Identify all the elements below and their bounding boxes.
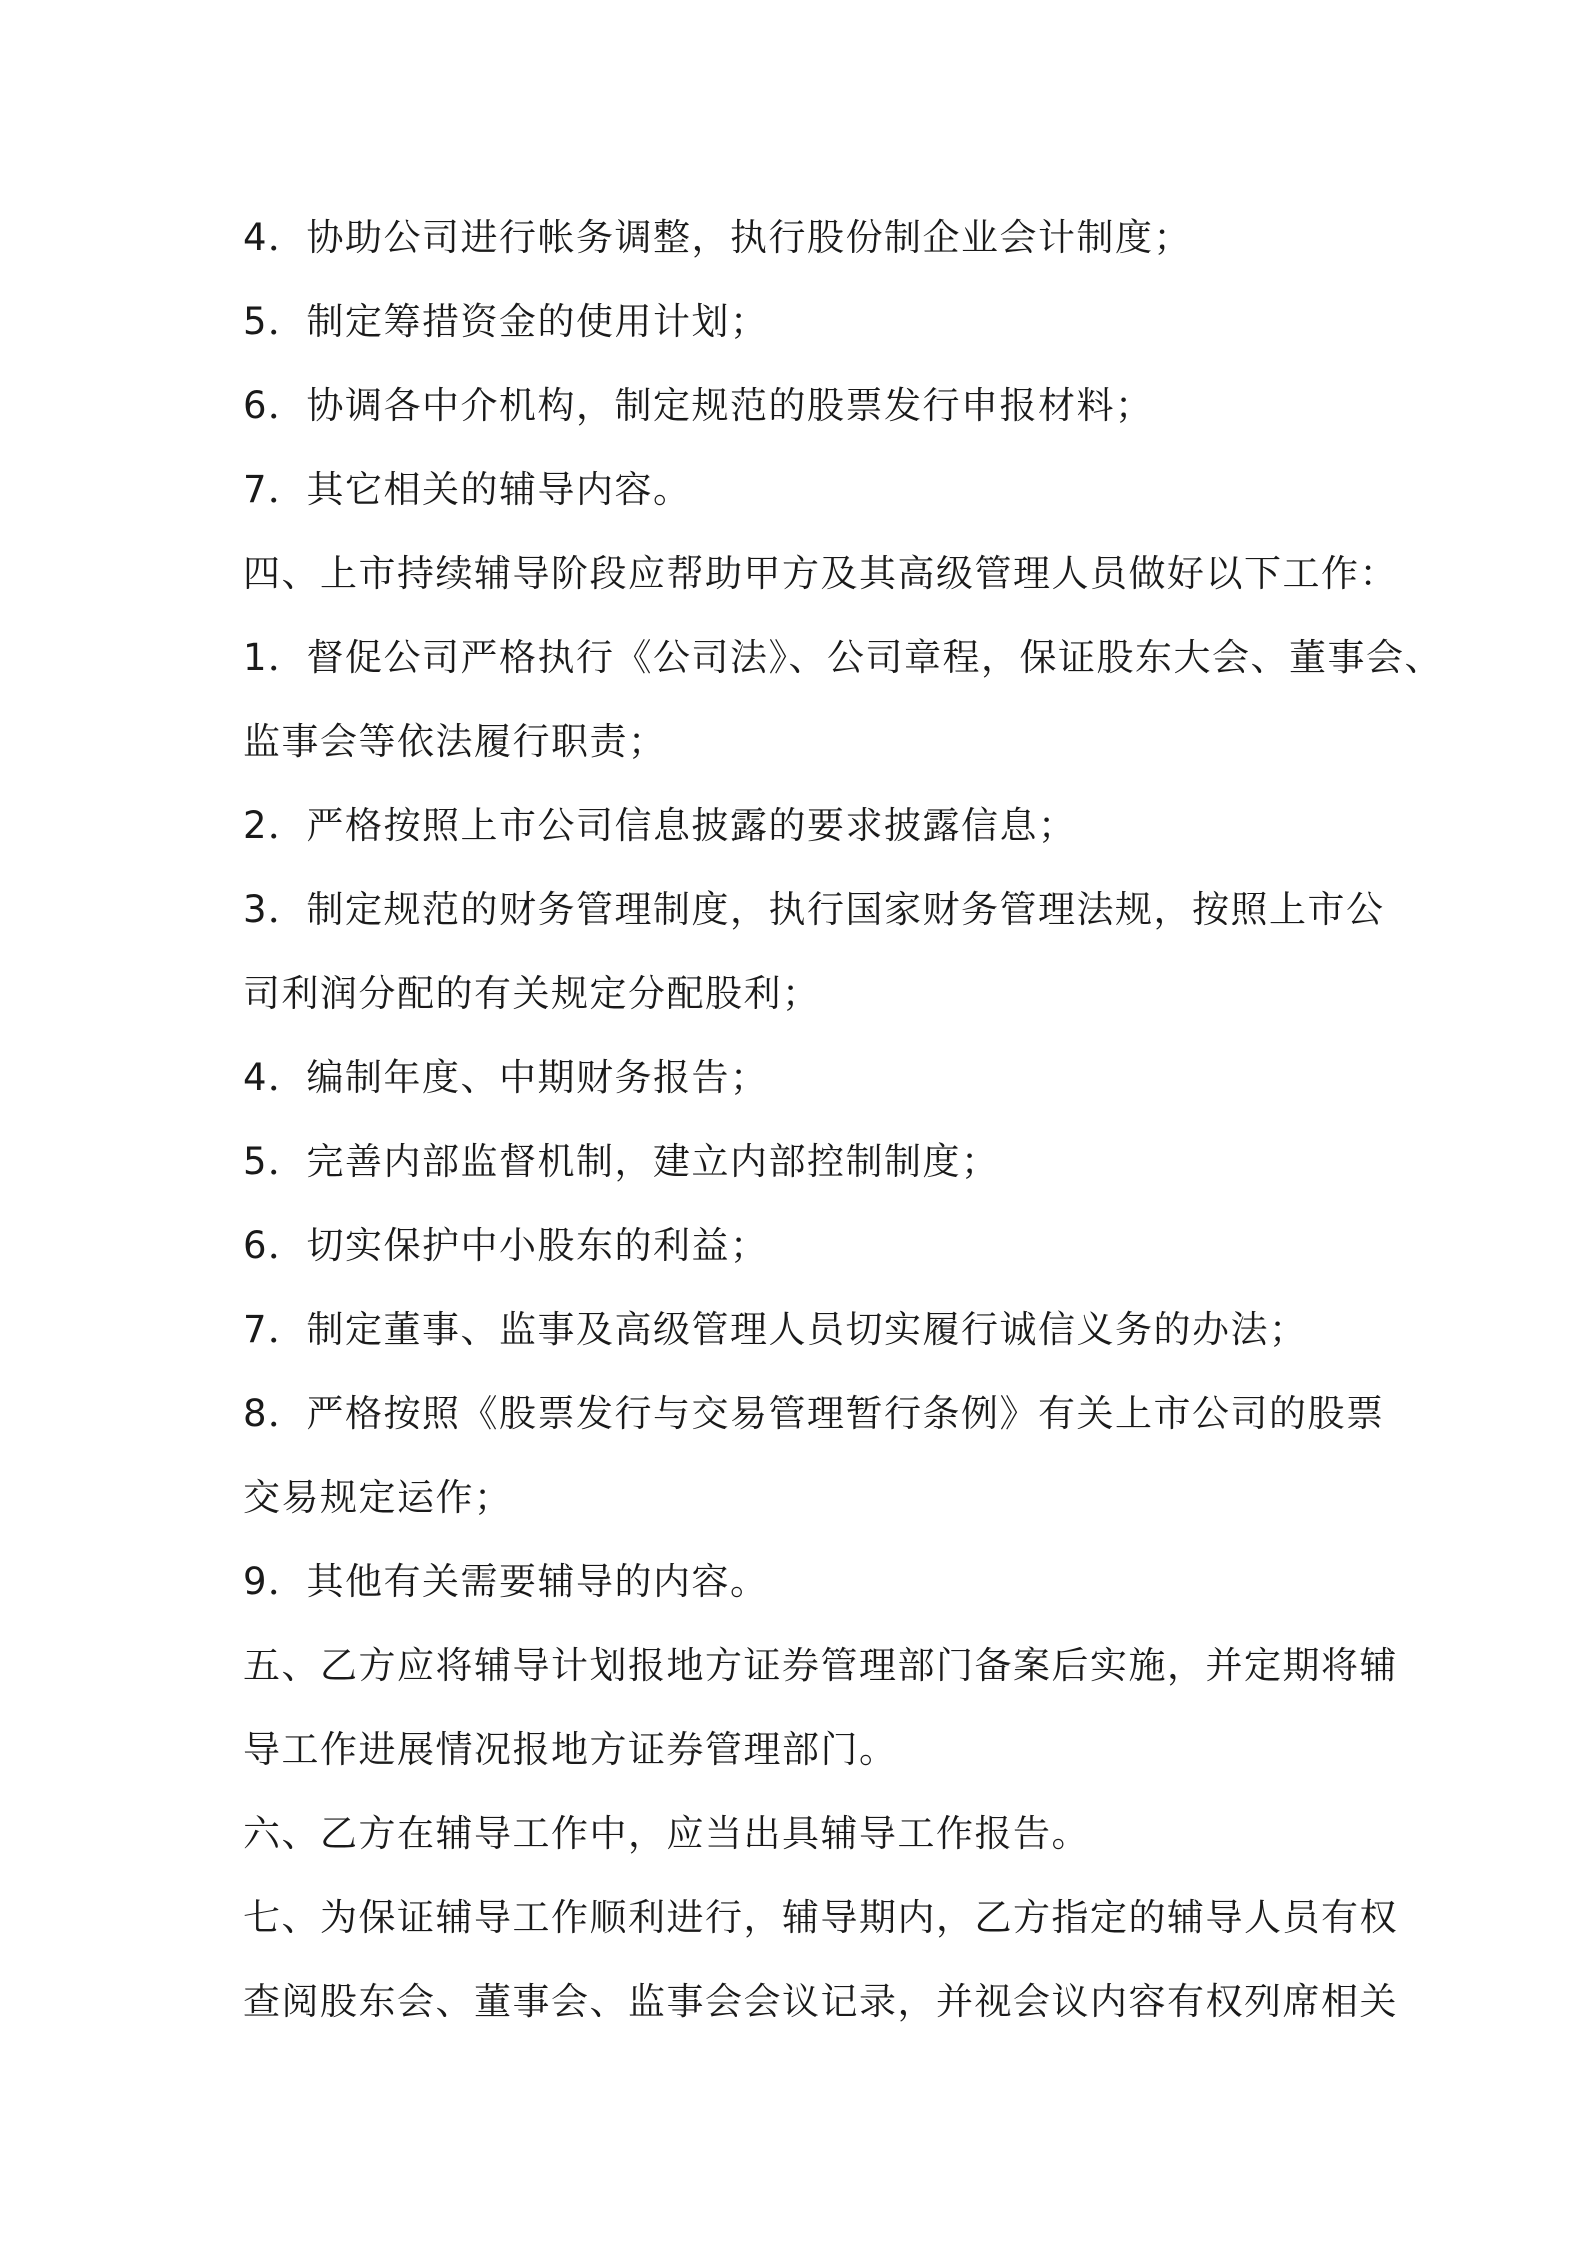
text-line: 6．协调各中介机构，制定规范的股票发行申报材料； <box>243 384 1154 427</box>
section-heading: 四、上市持续辅导阶段应帮助甲方及其高级管理人员做好以下工作： <box>243 552 1398 595</box>
text-line: 7．制定董事、监事及高级管理人员切实履行诚信义务的办法； <box>243 1308 1308 1351</box>
text-line: 5．完善内部监督机制，建立内部控制制度； <box>243 1140 1000 1183</box>
text-line: 8．严格按照《股票发行与交易管理暂行条例》有关上市公司的股票 <box>243 1392 1385 1435</box>
text-line: 司利润分配的有关规定分配股利； <box>243 972 821 1015</box>
text-line: 9．其他有关需要辅导的内容。 <box>243 1560 769 1603</box>
text-line: 6．切实保护中小股东的利益； <box>243 1224 769 1267</box>
text-line: 1．督促公司严格执行《公司法》、公司章程，保证股东大会、董事会、 <box>243 636 1444 679</box>
text-line: 7．其它相关的辅导内容。 <box>243 468 692 511</box>
text-line: 查阅股东会、董事会、监事会会议记录，并视会议内容有权列席相关 <box>243 1980 1398 2023</box>
text-line: 导工作进展情况报地方证券管理部门。 <box>243 1728 898 1771</box>
text-line: 4．协助公司进行帐务调整，执行股份制企业会计制度； <box>243 216 1193 259</box>
section-heading: 六、乙方在辅导工作中，应当出具辅导工作报告。 <box>243 1812 1090 1855</box>
text-line: 3．制定规范的财务管理制度，执行国家财务管理法规，按照上市公 <box>243 888 1385 931</box>
text-line: 监事会等依法履行职责； <box>243 720 667 763</box>
section-heading: 七、为保证辅导工作顺利进行，辅导期内，乙方指定的辅导人员有权 <box>243 1896 1398 1939</box>
text-line: 4．编制年度、中期财务报告； <box>243 1056 769 1099</box>
text-line: 交易规定运作； <box>243 1476 513 1519</box>
text-line: 2．严格按照上市公司信息披露的要求披露信息； <box>243 804 1077 847</box>
section-heading: 五、乙方应将辅导计划报地方证券管理部门备案后实施，并定期将辅 <box>243 1644 1398 1687</box>
document-body <box>243 196 1444 2044</box>
text-line: 5．制定筹措资金的使用计划； <box>243 300 769 343</box>
